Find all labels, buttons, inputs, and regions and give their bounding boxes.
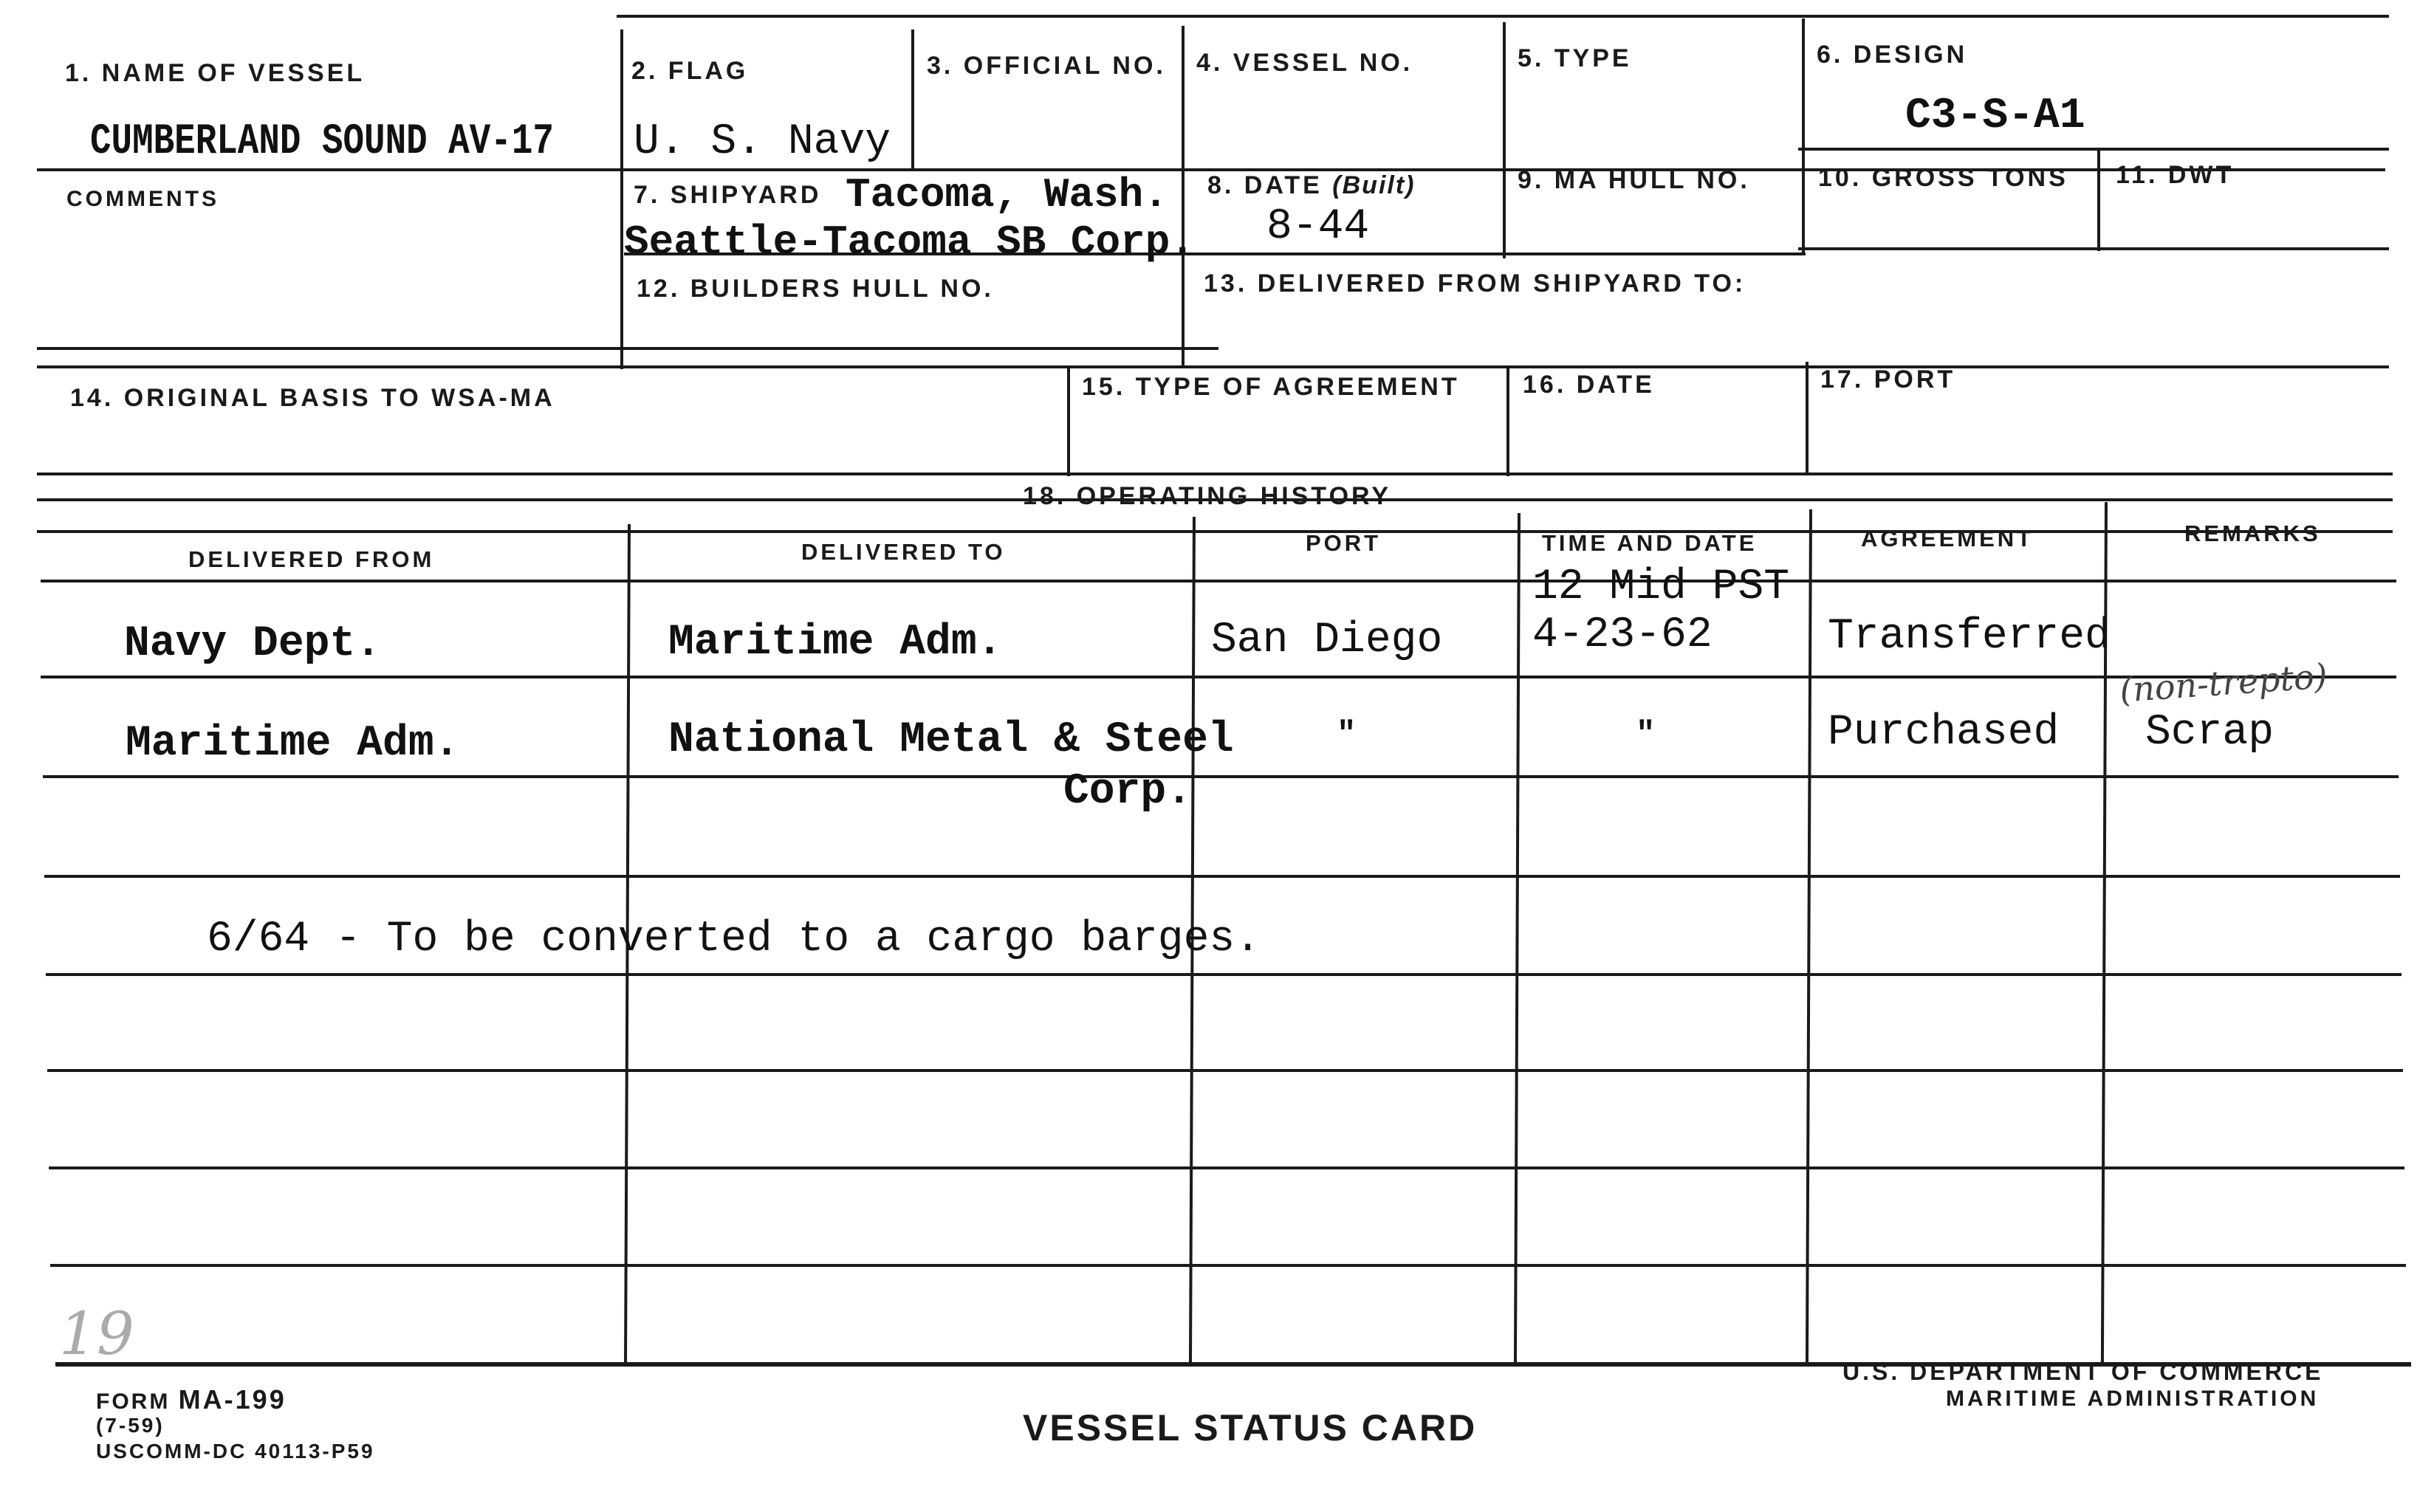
row1-agreement: Transferred [1828, 613, 2111, 661]
date-built-value: 8-44 [1266, 203, 1370, 251]
row2-delivered-from: Maritime Adm. [126, 720, 460, 768]
agency-line2: MARITIME ADMINISTRATION [1946, 1386, 2320, 1411]
date-built-label [1207, 171, 1415, 200]
name-of-vessel-label: 1. NAME OF VESSEL [65, 59, 366, 87]
comments-label: COMMENTS [66, 187, 219, 211]
date-built-label-note: (Built) [1332, 171, 1416, 199]
date-built-label-text: 8. DATE [1207, 171, 1323, 199]
shipyard-value-line1: Tacoma, Wash. [846, 171, 1168, 219]
original-basis-label: 14. ORIGINAL BASIS TO WSA-MA [70, 384, 555, 412]
rule-op-r1 [41, 580, 2396, 583]
row2-remarks: Scrap [2145, 709, 2274, 757]
rule-row4 [37, 472, 2393, 475]
col-header-delivered-to: DELIVERED TO [801, 539, 1006, 565]
rule-op-r5 [46, 973, 2402, 976]
rule-op-r4 [44, 875, 2400, 878]
form-date: (7-59) [96, 1414, 165, 1437]
rule-op-r8 [50, 1264, 2406, 1267]
margin-pencil-mark: 19 [59, 1299, 134, 1368]
row2-agreement: Purchased [1828, 709, 2060, 757]
row2-time-ditto: " [1636, 716, 1656, 753]
vrule-17 [1806, 362, 1809, 472]
ma-hull-no-label: 9. MA HULL NO. [1518, 166, 1750, 194]
row1-delivered-from: Navy Dept. [124, 620, 382, 668]
vrule-16 [1506, 365, 1509, 476]
vrule-6 [1802, 18, 1805, 255]
shipyard-value-line2: Seattle-Tacoma SB Corp. [624, 219, 1195, 266]
col-header-agreement: AGREEMENT [1861, 526, 2034, 551]
vrule-5 [1503, 22, 1506, 258]
vrule-op-4 [1806, 509, 1812, 1362]
design-label: 6. DESIGN [1817, 41, 1968, 69]
row1-time-line2: 4-23-62 [1532, 611, 1713, 659]
builders-hull-no-label: 12. BUILDERS HULL NO. [637, 275, 994, 303]
rule-row1-right [1798, 148, 2389, 151]
rule-op-r2 [41, 676, 2396, 678]
row1-port: San Diego [1211, 616, 1443, 664]
row2-delivered-to-line1: National Metal & Steel [668, 716, 1234, 764]
vrule-11 [2097, 148, 2100, 251]
rule-op-r6 [47, 1069, 2403, 1072]
top-border [617, 15, 2389, 18]
col-header-time-and-date: TIME AND DATE [1542, 530, 1758, 556]
rule-op-header [37, 530, 2393, 533]
form-number-prefix: FORM [96, 1389, 171, 1414]
rule-row3-b [37, 347, 1218, 350]
col-header-remarks: REMARKS [2184, 520, 2321, 546]
rule-row2-right [1798, 247, 2389, 250]
name-of-vessel-value: CUMBERLAND SOUND AV-17 [90, 118, 554, 166]
design-value: C3-S-A1 [1905, 92, 2085, 140]
row2-remarks-handwritten-note: (non-trepto) [2118, 656, 2329, 710]
flag-label: 2. FLAG [631, 57, 749, 85]
form-number-value: MA-199 [178, 1384, 287, 1415]
operating-history-title: 18. OPERATING HISTORY [1023, 482, 1392, 510]
rule-op-r7 [49, 1166, 2404, 1169]
vrule-3 [1182, 26, 1185, 365]
gross-tons-label: 10. GROSS TONS [1818, 164, 2068, 192]
col-header-delivered-from: DELIVERED FROM [188, 546, 435, 572]
row2-port-ditto: " [1337, 716, 1357, 753]
official-no-label: 3. OFFICIAL NO. [927, 52, 1166, 80]
flag-value: U. S. Navy [634, 118, 891, 166]
shipyard-label: 7. SHIPYARD [634, 181, 822, 209]
row1-time-line1: 12 Mid PST [1532, 563, 1790, 611]
port-label: 17. PORT [1820, 365, 1956, 394]
row2-delivered-to-line2: Corp. [1063, 768, 1193, 816]
vrule-op-3 [1514, 513, 1521, 1362]
date-label: 16. DATE [1523, 371, 1655, 399]
vrule-2 [911, 30, 914, 170]
dwt-label: 11. DWT [2116, 161, 2235, 189]
delivered-from-shipyard-label: 13. DELIVERED FROM SHIPYARD TO: [1204, 269, 1746, 298]
form-print-code: USCOMM-DC 40113-P59 [96, 1440, 375, 1463]
vessel-no-label: 4. VESSEL NO. [1196, 49, 1413, 77]
agency-line1: U.S. DEPARTMENT OF COMMERCE [1842, 1358, 2324, 1385]
rule-row3 [37, 365, 2389, 368]
row1-delivered-to: Maritime Adm. [668, 619, 1003, 667]
form-number [96, 1384, 287, 1415]
card-title: VESSEL STATUS CARD [1023, 1407, 1478, 1449]
col-header-port: PORT [1306, 530, 1382, 556]
operating-history-note: 6/64 - To be converted to a cargo barges. [207, 915, 1261, 963]
type-of-agreement-label: 15. TYPE OF AGREEMENT [1082, 373, 1460, 401]
type-label: 5. TYPE [1518, 44, 1632, 72]
vrule-1 [620, 30, 623, 369]
vrule-15 [1067, 365, 1070, 476]
rule-op-r3 [43, 775, 2399, 778]
